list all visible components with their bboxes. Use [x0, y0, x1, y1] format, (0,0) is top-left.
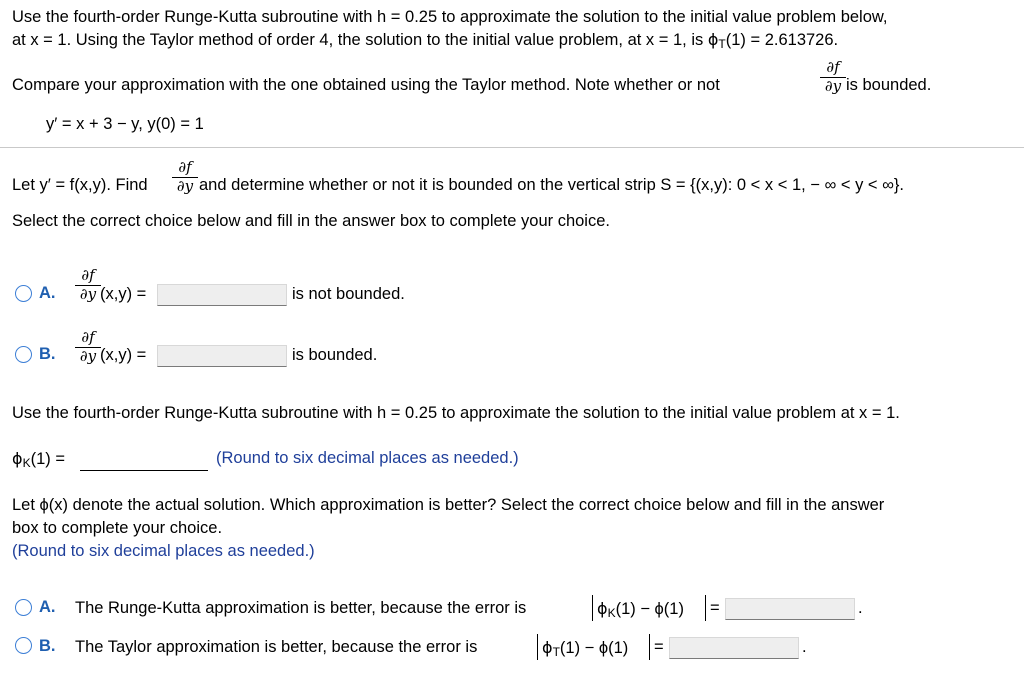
rk-error-expression [597, 599, 684, 620]
derivative-answer-input-b[interactable] [157, 345, 287, 367]
ivp-equation: y′ = x + 3 − y, y(0) = 1 [46, 115, 204, 133]
radio-option-b[interactable] [15, 346, 32, 363]
phi-symbol: ϕ [707, 30, 719, 49]
fraction-numerator: ∂f [178, 158, 192, 176]
subscript-t: T [718, 37, 726, 51]
rk-answer-label [12, 449, 65, 470]
intro-line-2 [12, 30, 838, 51]
phi-symbol: ϕ [542, 638, 553, 657]
subscript-k: K [22, 456, 31, 470]
rk-label-tail: (1) = [30, 450, 65, 468]
intro-line-2-text: at x = 1. Using the Taylor method of order 4, the solution to the initial value problem, at x = 1, is [12, 31, 708, 49]
better-a-equals: = [710, 599, 720, 617]
taylor-value: (1) = 2.613726. [725, 31, 839, 49]
subscript-k: K [607, 606, 616, 620]
option-b-text: is bounded. [292, 346, 378, 364]
fraction-denominator: ∂y [79, 285, 97, 303]
taylor-error-input[interactable] [669, 637, 799, 659]
option-a-args: (x,y) = [100, 285, 147, 303]
option-a-text: is not bounded. [292, 285, 405, 303]
better-a-period: . [858, 599, 863, 617]
better-a-text: The Runge-Kutta approximation is better, because the error is [75, 599, 527, 617]
abs-bar-right [649, 634, 650, 660]
better-a-letter: A. [39, 598, 56, 616]
radio-better-a[interactable] [15, 599, 32, 616]
part3-prompt-line-1: Let ϕ(x) denote the actual solution. Which approximation is better? Select the correct choice below and fill in the answer [12, 496, 885, 514]
option-b-args: (x,y) = [100, 346, 147, 364]
partial-derivative-fraction [75, 330, 101, 364]
taylor-error-expression [542, 638, 628, 659]
part3-hint: (Round to six decimal places as needed.) [12, 542, 315, 560]
fraction-numerator: ∂f [81, 328, 95, 346]
rk-error-input[interactable] [725, 598, 855, 620]
better-b-text: The Taylor approximation is better, because the error is [75, 638, 478, 656]
intro-line-3: Compare your approximation with the one obtained using the Taylor method. Note whether or not [12, 76, 720, 94]
rk-error-tail: (1) − ϕ(1) [615, 600, 684, 618]
phi-symbol: ϕ [597, 599, 608, 618]
fraction-numerator: ∂f [826, 58, 840, 76]
abs-bar-right [705, 595, 706, 621]
section-divider [0, 147, 1024, 148]
intro-line-3-tail: is bounded. [846, 76, 932, 94]
part1-prompt-tail: and determine whether or not it is bounded on the vertical strip S = {(x,y): 0 < x < 1, − ∞ < y < ∞}. [199, 176, 904, 194]
abs-bar-left [592, 595, 593, 621]
rk-answer-input[interactable] [80, 470, 208, 471]
part2-prompt: Use the fourth-order Runge-Kutta subroutine with h = 0.25 to approximate the solution to the initial value problem at x = 1. [12, 404, 900, 422]
radio-better-b[interactable] [15, 637, 32, 654]
fraction-denominator: ∂y [79, 347, 97, 365]
option-b-letter: B. [39, 345, 56, 363]
better-b-equals: = [654, 638, 664, 656]
partial-derivative-fraction [172, 160, 198, 194]
intro-line-1: Use the fourth-order Runge-Kutta subroutine with h = 0.25 to approximate the solution to the initial value problem below, [12, 8, 888, 26]
radio-option-a[interactable] [15, 285, 32, 302]
taylor-error-tail: (1) − ϕ(1) [559, 639, 629, 657]
fraction-denominator: ∂y [176, 177, 194, 195]
part2-hint: (Round to six decimal places as needed.) [216, 449, 519, 467]
part3-prompt-line-2: box to complete your choice. [12, 519, 223, 537]
option-a-letter: A. [39, 284, 56, 302]
abs-bar-left [537, 634, 538, 660]
derivative-answer-input-a[interactable] [157, 284, 287, 306]
better-b-letter: B. [39, 637, 56, 655]
subscript-t: T [552, 645, 560, 659]
part1-prompt: Let y′ = f(x,y). Find [12, 176, 148, 194]
phi-symbol: ϕ [12, 449, 23, 468]
better-b-period: . [802, 638, 807, 656]
part1-instruction: Select the correct choice below and fill in the answer box to complete your choice. [12, 212, 610, 230]
partial-derivative-fraction [75, 268, 101, 302]
fraction-numerator: ∂f [81, 266, 95, 284]
fraction-denominator: ∂y [824, 77, 842, 95]
partial-derivative-fraction [820, 60, 846, 94]
